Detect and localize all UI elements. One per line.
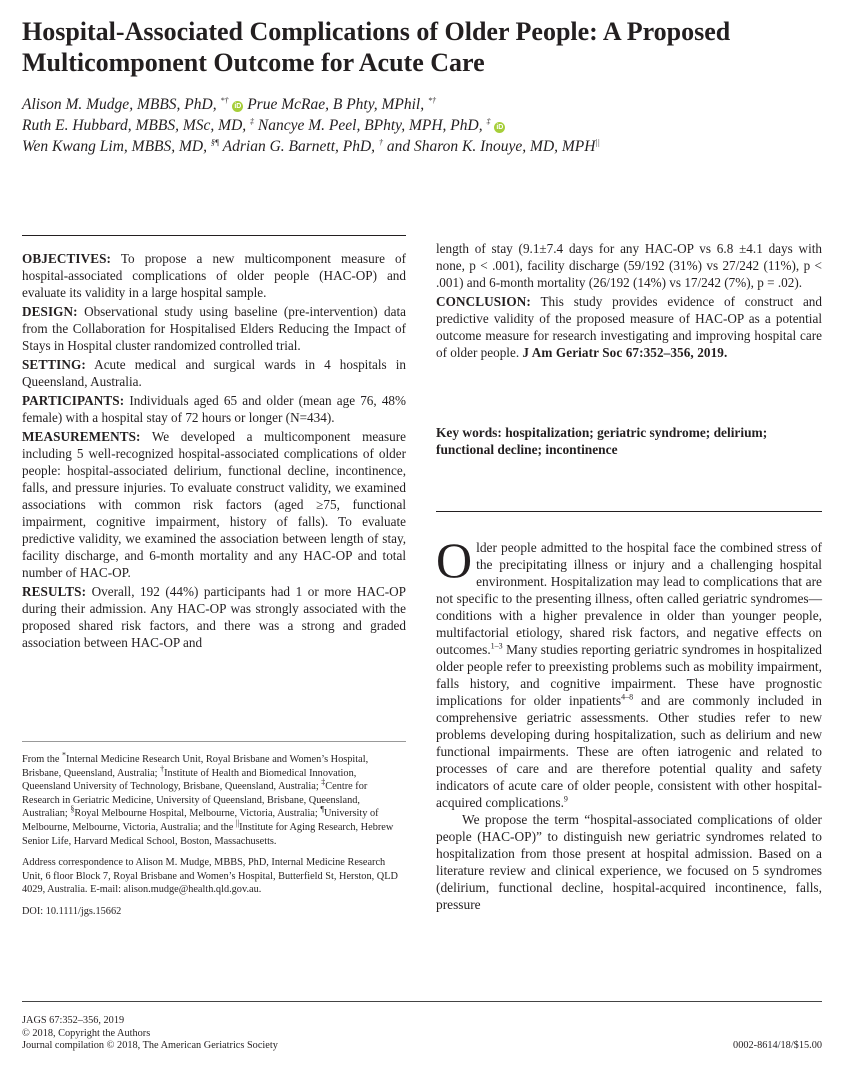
author-line-2 <box>22 115 822 136</box>
abstract-conclusion: CONCLUSION: This study provides evidence of construct and predictive validity of the proposed measure of HAC-OP as a potential outcome measure for research investigating and improving hospital care of older people. J Am Geriatr Soc 67:352–356, 2019. <box>436 294 822 360</box>
copyright-line: © 2018, Copyright the Authors <box>22 1027 151 1039</box>
affiliation-marker: §¶ <box>210 137 220 147</box>
correspondence-address: Address correspondence to Alison M. Mudge, MBBS, PhD, Internal Medicine Research Unit, 6 floor Block 7, Royal Brisbane and Women’s Hospital, Butterfield St, Herston, QLD 4029, Australia. E-mail: alison.mudge@health.qld.gov.au. <box>22 857 398 896</box>
introduction-paragraph-1: Older people admitted to the hospital face the combined stress of the precipitating illness or injury and a challenging hospital environment. Hospitalization may lead to complications that are not specific to the presenting illness, often called geriatric syndromes—conditions with a higher prevalence in older than younger people, multifactorial etiology, shared risk factors, and negative effects on outcomes.$^{1-3}$ Many studies reporting geriatric syndromes in hospitalized older people refer to preexisting problems such as mobility impairment, falls history, and cognitive impairment. These have prognostic implications for older inpatients$^{4-8}$ and are commonly included in comprehensive geriatric assessments. Other studies refer to new problems developing during hospitalization, such as delirium and new functional impairments. These are often iatrogenic and related to processes of care and are therefore potential quality and safety indicators of acute care of older people, consistent with other hospital-acquired complications.$^9$ <box>436 532 822 810</box>
keywords-bottom-rule <box>436 511 822 512</box>
author-name: and Sharon K. Inouye, MD, MPH <box>382 138 596 155</box>
page-footer <box>22 1015 822 1053</box>
abstract-participants: PARTICIPANTS: Individuals aged 65 and older (mean age 76, 48% female) with a hospital stay of 72 hours or longer (N=434). <box>22 393 407 425</box>
affiliations <box>22 750 406 927</box>
journal-compilation: Journal compilation © 2018, The American Geriatrics Society <box>22 1040 278 1051</box>
affiliation-marker: ‡ <box>250 116 255 126</box>
reference-citation[interactable]: 1–3 <box>490 641 503 651</box>
author-list <box>22 94 822 157</box>
orcid-icon[interactable]: iD <box>496 124 504 131</box>
journal-issue: JAGS 67:352–356, 2019 <box>22 1015 125 1026</box>
affiliation-marker: *† <box>220 95 229 105</box>
author-name: Prue McRae, B Phty, MPhil, <box>247 96 428 113</box>
keywords: Key words: hospitalization; geriatric syndrome; delirium; functional decline; incontinence <box>436 425 768 457</box>
journal-citation: J Am Geriatr Soc 67:352–356, 2019. <box>522 345 728 360</box>
reference-citation[interactable]: 9 <box>563 794 568 804</box>
doi[interactable]: DOI: 10.1111/jgs.15662 <box>22 905 122 917</box>
article-title: Hospital-Associated Complications of Older People: A Proposed Multicomponent Outcome for Acute Care <box>22 17 731 77</box>
author-name: Alison M. Mudge, MBBS, PhD, <box>22 96 221 113</box>
orcid-icon[interactable]: iD <box>234 103 242 110</box>
author-line-3 <box>22 136 822 157</box>
abstract-top-rule <box>22 235 406 236</box>
drop-cap: O <box>436 532 473 588</box>
affiliation-list: From the *Internal Medicine Research Unit, Royal Brisbane and Women’s Hospital, Brisbane, Queensland, Australia; †Institute of Health and Biomedical Innovation, Queensland University of Technology, Brisbane, Queensland, Australia; ‡Centre for Research in Geriatric Medicine, University of Queensland, Brisbane, Queensland, Australian; §Royal Melbourne Hospital, Melbourne, Victoria, Australia; ¶University of Melbourne, Melbourne, Victoria, Australia; and the ||Institute for Aging Research, Hebrew Senior Life, Harvard Medical School, Boston, Massachusetts. <box>22 750 394 847</box>
issn-price: 0002-8614/18/$15.00 <box>733 1040 822 1051</box>
affiliation-marker: *† <box>427 95 436 105</box>
abstract-design: DESIGN: Observational study using baseline (pre-intervention) data from the Collaboration for Hospitalised Elders Reducing the Impact of Stays in Hospital cluster randomized controlled trial. <box>22 304 406 353</box>
affiliation-marker: || <box>595 137 600 147</box>
affiliation-marker: † <box>378 137 383 147</box>
footer-rule <box>22 1001 822 1002</box>
author-name: Ruth E. Hubbard, MBBS, MSc, MD, <box>22 117 251 134</box>
author-line-1 <box>22 94 822 115</box>
abstract-objectives: OBJECTIVES: To propose a new multicomponent measure of hospital-associated complications of older people (HAC-OP) and evaluate its validity in a large hospital sample. <box>22 251 406 300</box>
author-name: Nancye M. Peel, BPhty, MPH, PhD, <box>254 117 487 134</box>
reference-citation[interactable]: 4–8 <box>621 692 634 702</box>
abstract-results-continued: length of stay (9.1±7.4 days for any HAC-OP vs 6.8 ±4.1 days with none, p < .001), facility discharge (59/192 (31%) vs 27/242 (11%), p < .001) and 6-month mortality (26/192 (14%) vs 17/242 (7%), p = .02). <box>436 241 822 290</box>
affiliation-marker: ‡ <box>486 116 491 126</box>
introduction-paragraph-2: We propose the term “hospital-associated complications of older people (HAC-OP)” to distinguish new geriatric syndromes related to hospitalization from those present at hospital admission. Based on a literature review and clinical experience, we focused on 5 syndromes (delirium, functional decline, hospital-acquired incontinence, falls, pressure <box>436 812 822 912</box>
abstract-measurements: MEASUREMENTS: We developed a multicomponent measure including 5 well-recognized hospital-associated complications of older people: hospital-associated delirium, functional decline, incontinence, falls, and pressure injuries. To evaluate construct validity, we examined associations with common risk factors (aged ≥75, functional impairment, cognitive impairment, history of falls). To evaluate predictive validity, we examined the association between length of stay, facility discharge, and 6-month mortality and any HAC-OP and total number of HAC-OP. <box>22 429 406 580</box>
author-name: Adrian G. Barnett, PhD, <box>219 138 379 155</box>
body-text <box>436 532 822 913</box>
affiliations-rule <box>22 741 406 742</box>
abstract-setting: SETTING: Acute medical and surgical wards in 4 hospitals in Queensland, Australia. <box>22 357 406 389</box>
abstract-left-column <box>22 250 406 653</box>
abstract-results: RESULTS: Overall, 192 (44%) participants had 1 or more HAC-OP during their admission. Any HAC-OP was strongly associated with the proposed shared risk factors, and there was a strong and graded association between HAC-OP and <box>22 584 407 650</box>
author-name: Wen Kwang Lim, MBBS, MD, <box>22 138 211 155</box>
abstract-right-column <box>436 240 822 363</box>
